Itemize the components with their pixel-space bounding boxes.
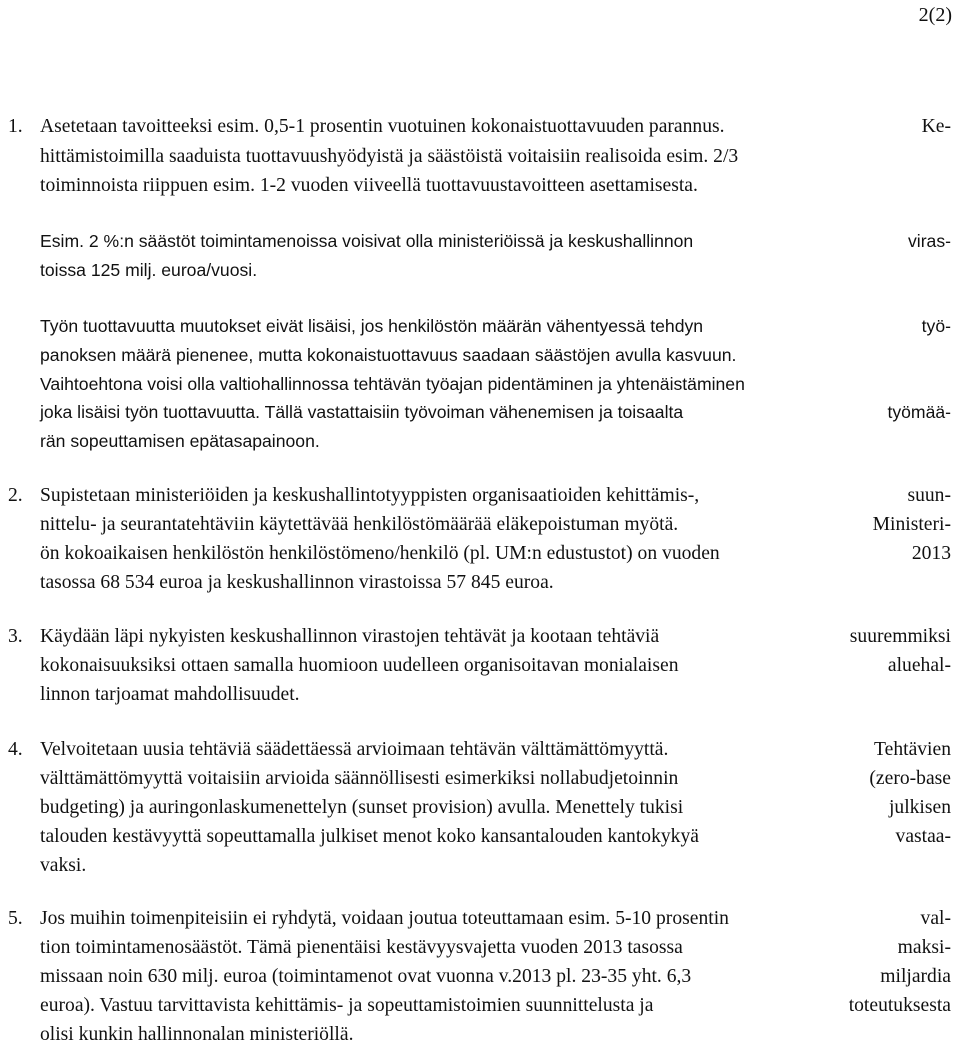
line-text-end: Tehtävien xyxy=(874,739,951,760)
line-text-end: val- xyxy=(920,908,951,929)
line-text-end: vastaa- xyxy=(895,826,951,847)
text-line xyxy=(0,851,960,880)
text-line xyxy=(0,680,960,709)
text-line xyxy=(0,962,960,991)
line-text: vaksi. xyxy=(40,855,87,876)
line-text: Vaihtoehtona voisi olla valtiohallinnossa tehtävän työajan pidentäminen ja yhtenäistäminen xyxy=(40,374,745,394)
line-text-end: aluehal- xyxy=(887,655,951,676)
line-text: budgeting) ja auringonlaskumenettelyn (sunset provision) avulla. Menettely tukisi xyxy=(40,797,684,818)
line-text: hittämistoimilla saaduista tuottavuushyödyistä ja säästöistä voitaisiin realisoida esim. 2/3 xyxy=(40,146,739,167)
text-line xyxy=(0,370,960,399)
text-line xyxy=(0,904,960,933)
line-text: toiminnoista riippuen esim. 1-2 vuoden viiveellä tuottavuustavoitteen asettamisesta. xyxy=(40,175,698,196)
line-text: Käydään läpi nykyisten keskushallinnon virastojen tehtävät ja kootaan tehtäviä xyxy=(40,626,660,647)
text-line xyxy=(0,256,960,285)
line-text-end: työmää- xyxy=(887,402,951,422)
text-line xyxy=(0,427,960,456)
line-text-end: miljardia xyxy=(880,966,951,987)
text-line xyxy=(0,227,960,256)
text-line xyxy=(0,539,960,568)
text-line xyxy=(0,622,960,651)
text-line xyxy=(0,793,960,822)
line-text: kokonaisuuksiksi ottaen samalla huomioon uudelleen organisoitavan monialaisen xyxy=(40,655,679,676)
line-text: joka lisäisi työn tuottavuutta. Tällä vastattaisiin työvoiman vähenemisen ja toisaalta xyxy=(40,402,684,422)
line-text: Esim. 2 %:n säästöt toimintamenoissa voisivat olla ministeriöissä ja keskushallinnon xyxy=(40,231,694,251)
list-number: 1. xyxy=(8,116,23,137)
text-line xyxy=(0,991,960,1020)
line-text: välttämättömyyttä voitaisiin arvioida säännöllisesti esimerkiksi nollabudjetoinnin xyxy=(40,768,679,789)
text-line xyxy=(0,764,960,793)
line-text: ön kokoaikaisen henkilöstön henkilöstömeno/henkilö (pl. UM:n edustustot) on vuoden xyxy=(40,543,720,564)
text-line xyxy=(0,651,960,680)
line-text-end: Ministeri- xyxy=(872,514,951,535)
line-text-end: (zero-base xyxy=(869,768,951,789)
text-line xyxy=(0,481,960,510)
line-text-end: viras- xyxy=(907,231,951,251)
page-number: 2(2) xyxy=(918,4,952,26)
line-text-end: toteutuksesta xyxy=(848,995,951,1016)
text-line xyxy=(0,568,960,597)
text-line xyxy=(0,341,960,370)
list-number: 5. xyxy=(8,908,23,929)
line-text: euroa). Vastuu tarvittavista kehittämis- ja sopeuttamistoimien suunnittelusta ja xyxy=(40,995,654,1016)
text-line xyxy=(0,112,960,141)
line-text: rän sopeuttamisen epätasapainoon. xyxy=(40,431,320,451)
text-line xyxy=(0,1020,960,1049)
line-text-end: suuremmiksi xyxy=(849,626,951,647)
list-number: 2. xyxy=(8,485,23,506)
text-line xyxy=(0,312,960,341)
line-text: Supistetaan ministeriöiden ja keskushallintotyyppisten organisaatioiden kehittämis-, xyxy=(40,485,700,506)
line-text-end: maksi- xyxy=(897,937,951,958)
line-text: Asetetaan tavoitteeksi esim. 0,5-1 prosentin vuotuinen kokonaistuottavuuden parannus. xyxy=(40,116,725,137)
line-text: talouden kestävyyttä sopeuttamalla julkiset menot koko kansantalouden kantokykyä xyxy=(40,826,699,847)
line-text: panoksen määrä pienenee, mutta kokonaistuottavuus saadaan säästöjen avulla kasvuun. xyxy=(40,345,737,365)
text-line xyxy=(0,822,960,851)
list-number: 3. xyxy=(8,626,23,647)
line-text: Työn tuottavuutta muutokset eivät lisäisi, jos henkilöstön määrän vähentyessä tehdyn xyxy=(40,316,704,336)
text-line xyxy=(0,142,960,171)
line-text: nittelu- ja seurantatehtäviin käytettävää henkilöstömäärää eläkepoistuman myötä. xyxy=(40,514,679,535)
line-text: missaan noin 630 milj. euroa (toimintamenot ovat vuonna v.2013 pl. 23-35 yht. 6,3 xyxy=(40,966,692,987)
line-text: tasossa 68 534 euroa ja keskushallinnon virastoissa 57 845 euroa. xyxy=(40,572,554,593)
line-text: tion toimintamenosäästöt. Tämä pienentäisi kestävyysvajetta vuoden 2013 tasossa xyxy=(40,937,683,958)
line-text: linnon tarjoamat mahdollisuudet. xyxy=(40,684,300,705)
text-line xyxy=(0,735,960,764)
text-line xyxy=(0,510,960,539)
line-text: Velvoitetaan uusia tehtäviä säädettäessä arvioimaan tehtävän välttämättömyyttä. xyxy=(40,739,669,760)
text-line xyxy=(0,398,960,427)
text-line xyxy=(0,933,960,962)
list-number: 4. xyxy=(8,739,23,760)
line-text-end: Ke- xyxy=(921,116,951,137)
line-text-end: 2013 xyxy=(911,543,951,564)
text-line xyxy=(0,171,960,200)
line-text-end: julkisen xyxy=(888,797,951,818)
line-text: olisi kunkin hallinnonalan ministeriöllä. xyxy=(40,1024,354,1045)
line-text: Jos muihin toimenpiteisiin ei ryhdytä, voidaan joutua toteuttamaan esim. 5-10 prosentin xyxy=(40,908,729,929)
line-text-end: työ- xyxy=(921,316,951,336)
line-text-end: suun- xyxy=(907,485,951,506)
line-text: toissa 125 milj. euroa/vuosi. xyxy=(40,260,258,280)
